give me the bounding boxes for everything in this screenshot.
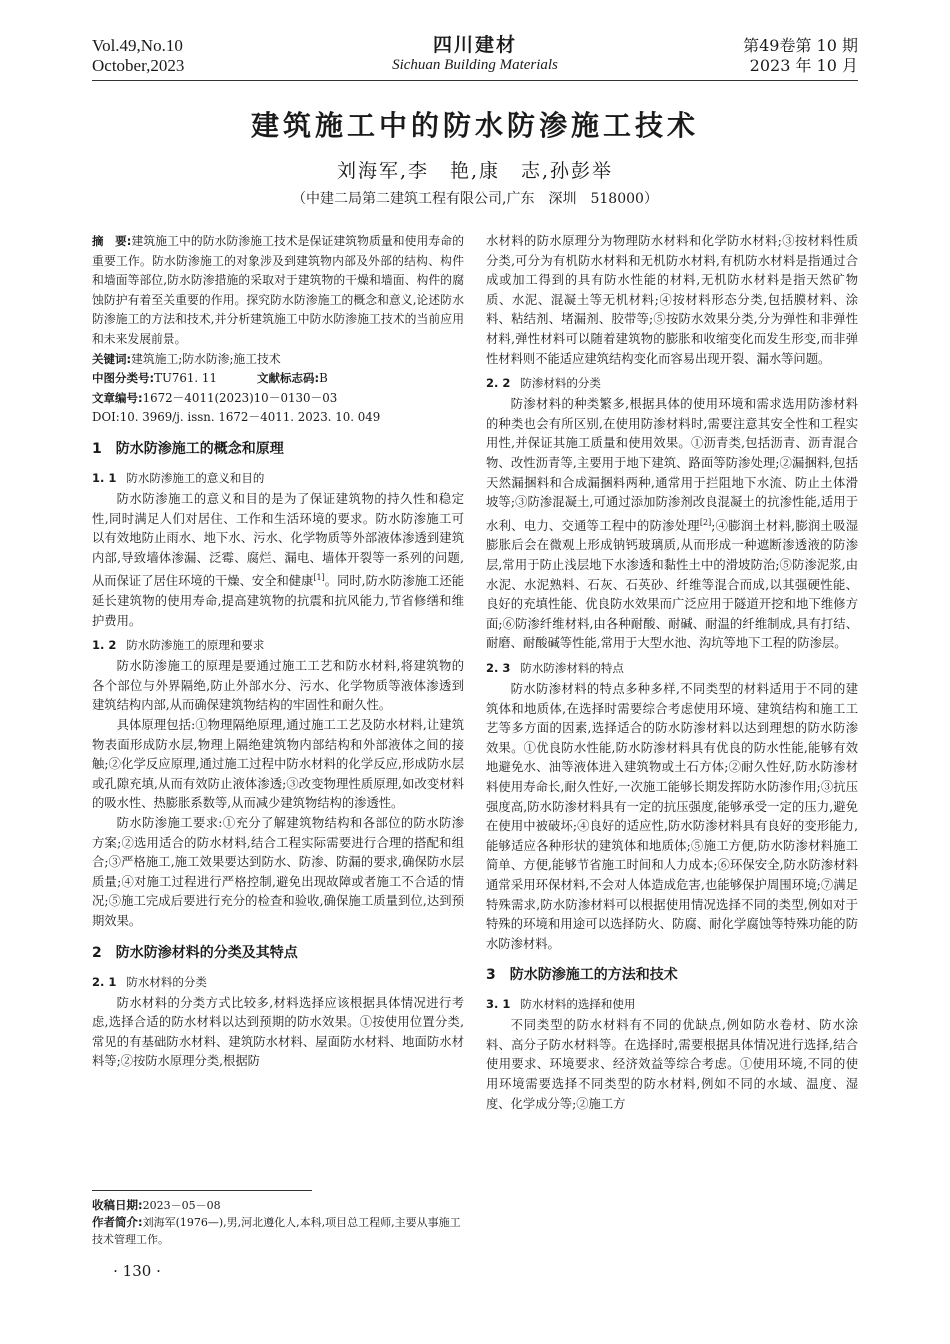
doi-label: DOI:: [92, 410, 120, 425]
section-1-1-paragraph: 防水防渗施工的意义和目的是为了保证建筑物的持久性和稳定性,同时满足人们对居住、工作和生活环境的要求。防水防渗施工可以有效地防止雨水、地下水、污水、化学物质等外部液体渗透到建筑内部,导致墙体渗漏、泛霉、腐烂、漏电、墙体开裂等一系列的问题,从而保证了居住环境的干燥、安全和健康[1]。同时,防水防渗施工还能延长建筑物的使用寿命,提高建筑物的抗震和抗风能力,节省修缮和维护费用。: [92, 491, 464, 628]
section-1-2-paragraph-1: 防水防渗施工的原理是要通过施工工艺和防水材料,将建筑物的各个部位与外界隔绝,防止外部水分、污水、化学物质等液体渗透到建筑结构内部,从而确保建筑物结构的牢固性和耐久性。: [92, 659, 464, 713]
journal-logo: 四川建材: [432, 34, 517, 56]
citation-2: [2]: [699, 517, 712, 527]
article-no-label: 文章编号:: [92, 390, 143, 405]
section-2-2-heading: 2. 2 防渗材料的分类: [486, 376, 601, 391]
keywords-label: 关键词:: [92, 351, 132, 366]
keywords: [92, 350, 464, 370]
clc-value: TU761. 11: [154, 371, 217, 386]
clc-label: 中图分类号:: [92, 371, 155, 386]
page-number: · 130 ·: [113, 1262, 161, 1280]
volume-zh: 第49卷第 10 期: [743, 36, 858, 55]
section-2-1-paragraph-start: 防水材料的分类方式比较多,材料选择应该根据具体情况进行考虑,选择合适的防水材料以达到预期的防水效果。①按使用位置分类,常见的有基础防水材料、建筑防水材料、屋面防水材料、地面防水材料等;②按防水原理分类,根据防: [92, 995, 464, 1069]
footnote-rule: [92, 1190, 312, 1191]
header-left: [92, 36, 184, 76]
header-center: [360, 34, 590, 74]
section-2-1-paragraph-cont: 水材料的防水原理分为物理防水材料和化学防水材料;③按材料性质分类,可分为有机防水材料和无机防水材料,有机防水材料是指通过合成或加工得到的具有防水性能的材料,无机防水材料是指天然矿物质、水泥、混凝土等无机材料;④按材料形态分类,包括膜材料、涂料、粘结剂、堵漏剂、胶带等;⑤按防水效果分类,分为弹性和非弹性材料,弹性材料可以随着建筑物的膨胀和收缩变化而发生形变,而非弹性材料则不能适应建筑结构变化而容易出现开裂、漏水等问题。: [486, 234, 858, 366]
abstract-label: 摘 要:: [92, 234, 132, 248]
doi-value: 10. 3969/j. issn. 1672－4011. 2023. 10. 049: [119, 410, 381, 425]
article-no-value: 1672－4011(2023)10－0130－03: [142, 390, 338, 405]
section-3-1-heading: 3. 1 防水材料的选择和使用: [486, 997, 636, 1012]
section-1-heading: 1 防水防渗施工的概念和原理: [92, 440, 284, 457]
date-zh: 2023 年 10 月: [749, 56, 858, 75]
section-2-3-paragraph: 防水防渗材料的特点多种多样,不同类型的材料适用于不同的建筑体和地质体,在选择时需要综合考虑使用环境、建筑结构和施工工艺等多方面的因素,选择适合的防水防渗材料以达到理想的防水防渗效果。①优良防水性能,防水防渗材料具有优良的防水性能,能够有效地避免水、油等液体进入建筑物或土石方体;②耐久性好,防水防渗材料使用寿命长,耐久性好,一次施工能够长期发挥防水防渗作用;③抗压强度高,防水防渗材料具有一定的抗压强度,能够承受一定的压力,避免在使用中被破坏;④良好的适应性,防水防渗材料具有良好的变形能力,能够适应各种形状的建筑体和地质体;⑤施工方便,防水防渗材料施工简单、方便,能够节省施工时间和人力成本;⑥环保安全,防水防渗材料通常采用环保材料,不会对人体造成危害,也能够保护周围环境;⑦满足特殊需求,防水防渗材料可以根据使用情况选择不同的类型,例如对于特殊的环境和用途可以选择防火、防腐、耐化学腐蚀等特殊功能的防水防渗材料。: [486, 681, 858, 951]
article-authors: 刘海军,李 艳,康 志,孙彭举: [336, 160, 614, 182]
article-affiliation: （中建二局第二建筑工程有限公司,广东 深圳 518000）: [292, 191, 658, 207]
citation-1: [1]: [313, 573, 325, 583]
volume-issue: Vol.49,No.10: [92, 36, 183, 55]
footnote: [92, 1190, 464, 1248]
header-right: [743, 36, 858, 76]
article-title: 建筑施工中的防水防渗施工技术: [250, 109, 699, 142]
doc-code-value: B: [319, 371, 328, 386]
journal-name: Sichuan Building Materials: [392, 57, 558, 73]
right-column: [486, 232, 858, 1114]
article-number: [92, 389, 464, 409]
section-1-1-heading: 1. 1 防水防渗施工的意义和目的: [92, 470, 265, 485]
doi: [92, 408, 464, 428]
date-en: October,2023: [92, 56, 185, 75]
keywords-text: 建筑施工;防水防渗;施工技术: [131, 351, 281, 366]
section-2-3-heading: 2. 3 防水防渗材料的特点: [486, 660, 624, 675]
section-1-2-heading: 1. 2 防水防渗施工的原理和要求: [92, 638, 265, 653]
abstract: [92, 232, 464, 350]
section-1-2-paragraph-3: 防水防渗施工要求:①充分了解建筑物结构和各部位的防水防渗方案;②选用适合的防水材料,结合工程实际需要进行合理的搭配和组合;③严格施工,施工效果要达到防水、防渗、防漏的要求,确保防水层质量;④对施工过程进行严格控制,避免出现故障或者施工不合适的情况;⑤施工完成后要进行充分的检查和验收,确保施工质量到位,达到预期效果。: [92, 815, 464, 928]
author-bio: 作者简介:刘海军(1976—),男,河北遵化人,本科,项目总工程师,主要从事施工技术管理工作。: [92, 1215, 461, 1246]
doc-code-label: 文献标志码:: [256, 371, 320, 386]
section-3-heading: 3 防水防渗施工的方法和技术: [486, 967, 678, 984]
section-2-1-heading: 2. 1 防水材料的分类: [92, 974, 207, 989]
section-2-2-paragraph: 防渗材料的种类繁多,根据具体的使用环境和需求选用防渗材料的种类也会有所区别,在使用防渗材料时,需要注意其安全性和工程实用性,并保证其施工质量和使用效果。①沥青类,包括沥青、沥青混合物、改性沥青等,主要用于地下建筑、路面等防渗处理;②漏捆料,包括天然漏捆料和合成漏捆料两种,通常用于拦阻地下水流、防止土体滑坡等;③防渗混凝土,可通过添加防渗剂改良混凝土的抗渗性能,适用于水利、电力、交通等工程中的防渗处理[2];④膨润土材料,膨润土吸湿膨胀后会在微观上形成钠钙玻璃质,从而形成一种遮断渗透液的防渗层,常用于防止浅层地下水渗透和黏性土中的滑坡防治;⑤防渗泥浆,由水泥、水泥熟料、石灰、石英砂、纤维等混合而成,以其强硬性能、良好的充填性能、优良防水效果而广泛应用于隧道开挖和地下维修方面;⑥防渗纤维材料,由各种耐酸、耐碱、耐温的纤维制成,具有打结、耐磨、耐酸碱等性能,常用于大型水池、沟坑等地下工程的防渗层。: [486, 397, 858, 651]
section-2-heading: 2 防水防渗材料的分类及其特点: [92, 944, 298, 961]
received-date: 收稿日期:2023－05－08: [92, 1198, 221, 1212]
classification-row: [92, 369, 464, 389]
abstract-text: 建筑施工中的防水防渗施工技术是保证建筑物质量和使用寿命的重要工作。防水防渗施工的对象涉及到建筑物内部及外部的结构、构件和墙面等部位,防水防渗措施的采取对于建筑物的干燥和墙面、构件的腐蚀防护有着至关重要的作用。探究防水防渗施工的概念和意义,论述防水防渗施工的方法和技术,并分析建筑施工中防水防渗施工技术的当前应用和未来发展前景。: [92, 234, 464, 346]
header-rule: [92, 80, 858, 81]
section-1-2-paragraph-2: 具体原理包括:①物理隔绝原理,通过施工工艺及防水材料,让建筑物表面形成防水层,物理上隔绝建筑物内部结构和外部液体之间的接触;②化学反应原理,通过施工过程中防水材料的化学反应,形成防水层或孔隙充填,从而有效防止液体渗透;③改变物理性质原理,如改变材料的吸水性、热膨胀系数等,从而减少建筑物结构的渗透性。: [92, 717, 464, 811]
section-3-1-paragraph: 不同类型的防水材料有不同的优缺点,例如防水卷材、防水涂料、高分子防水材料等。在选择时,需要根据具体情况进行选择,结合使用要求、环境要求、经济效益等综合考虑。①使用环境,不同的使用环境需要选择不同类型的防水材料,例如不同的水域、温度、湿度、化学成分等;②施工方: [486, 1018, 858, 1111]
left-column: [92, 232, 464, 1072]
